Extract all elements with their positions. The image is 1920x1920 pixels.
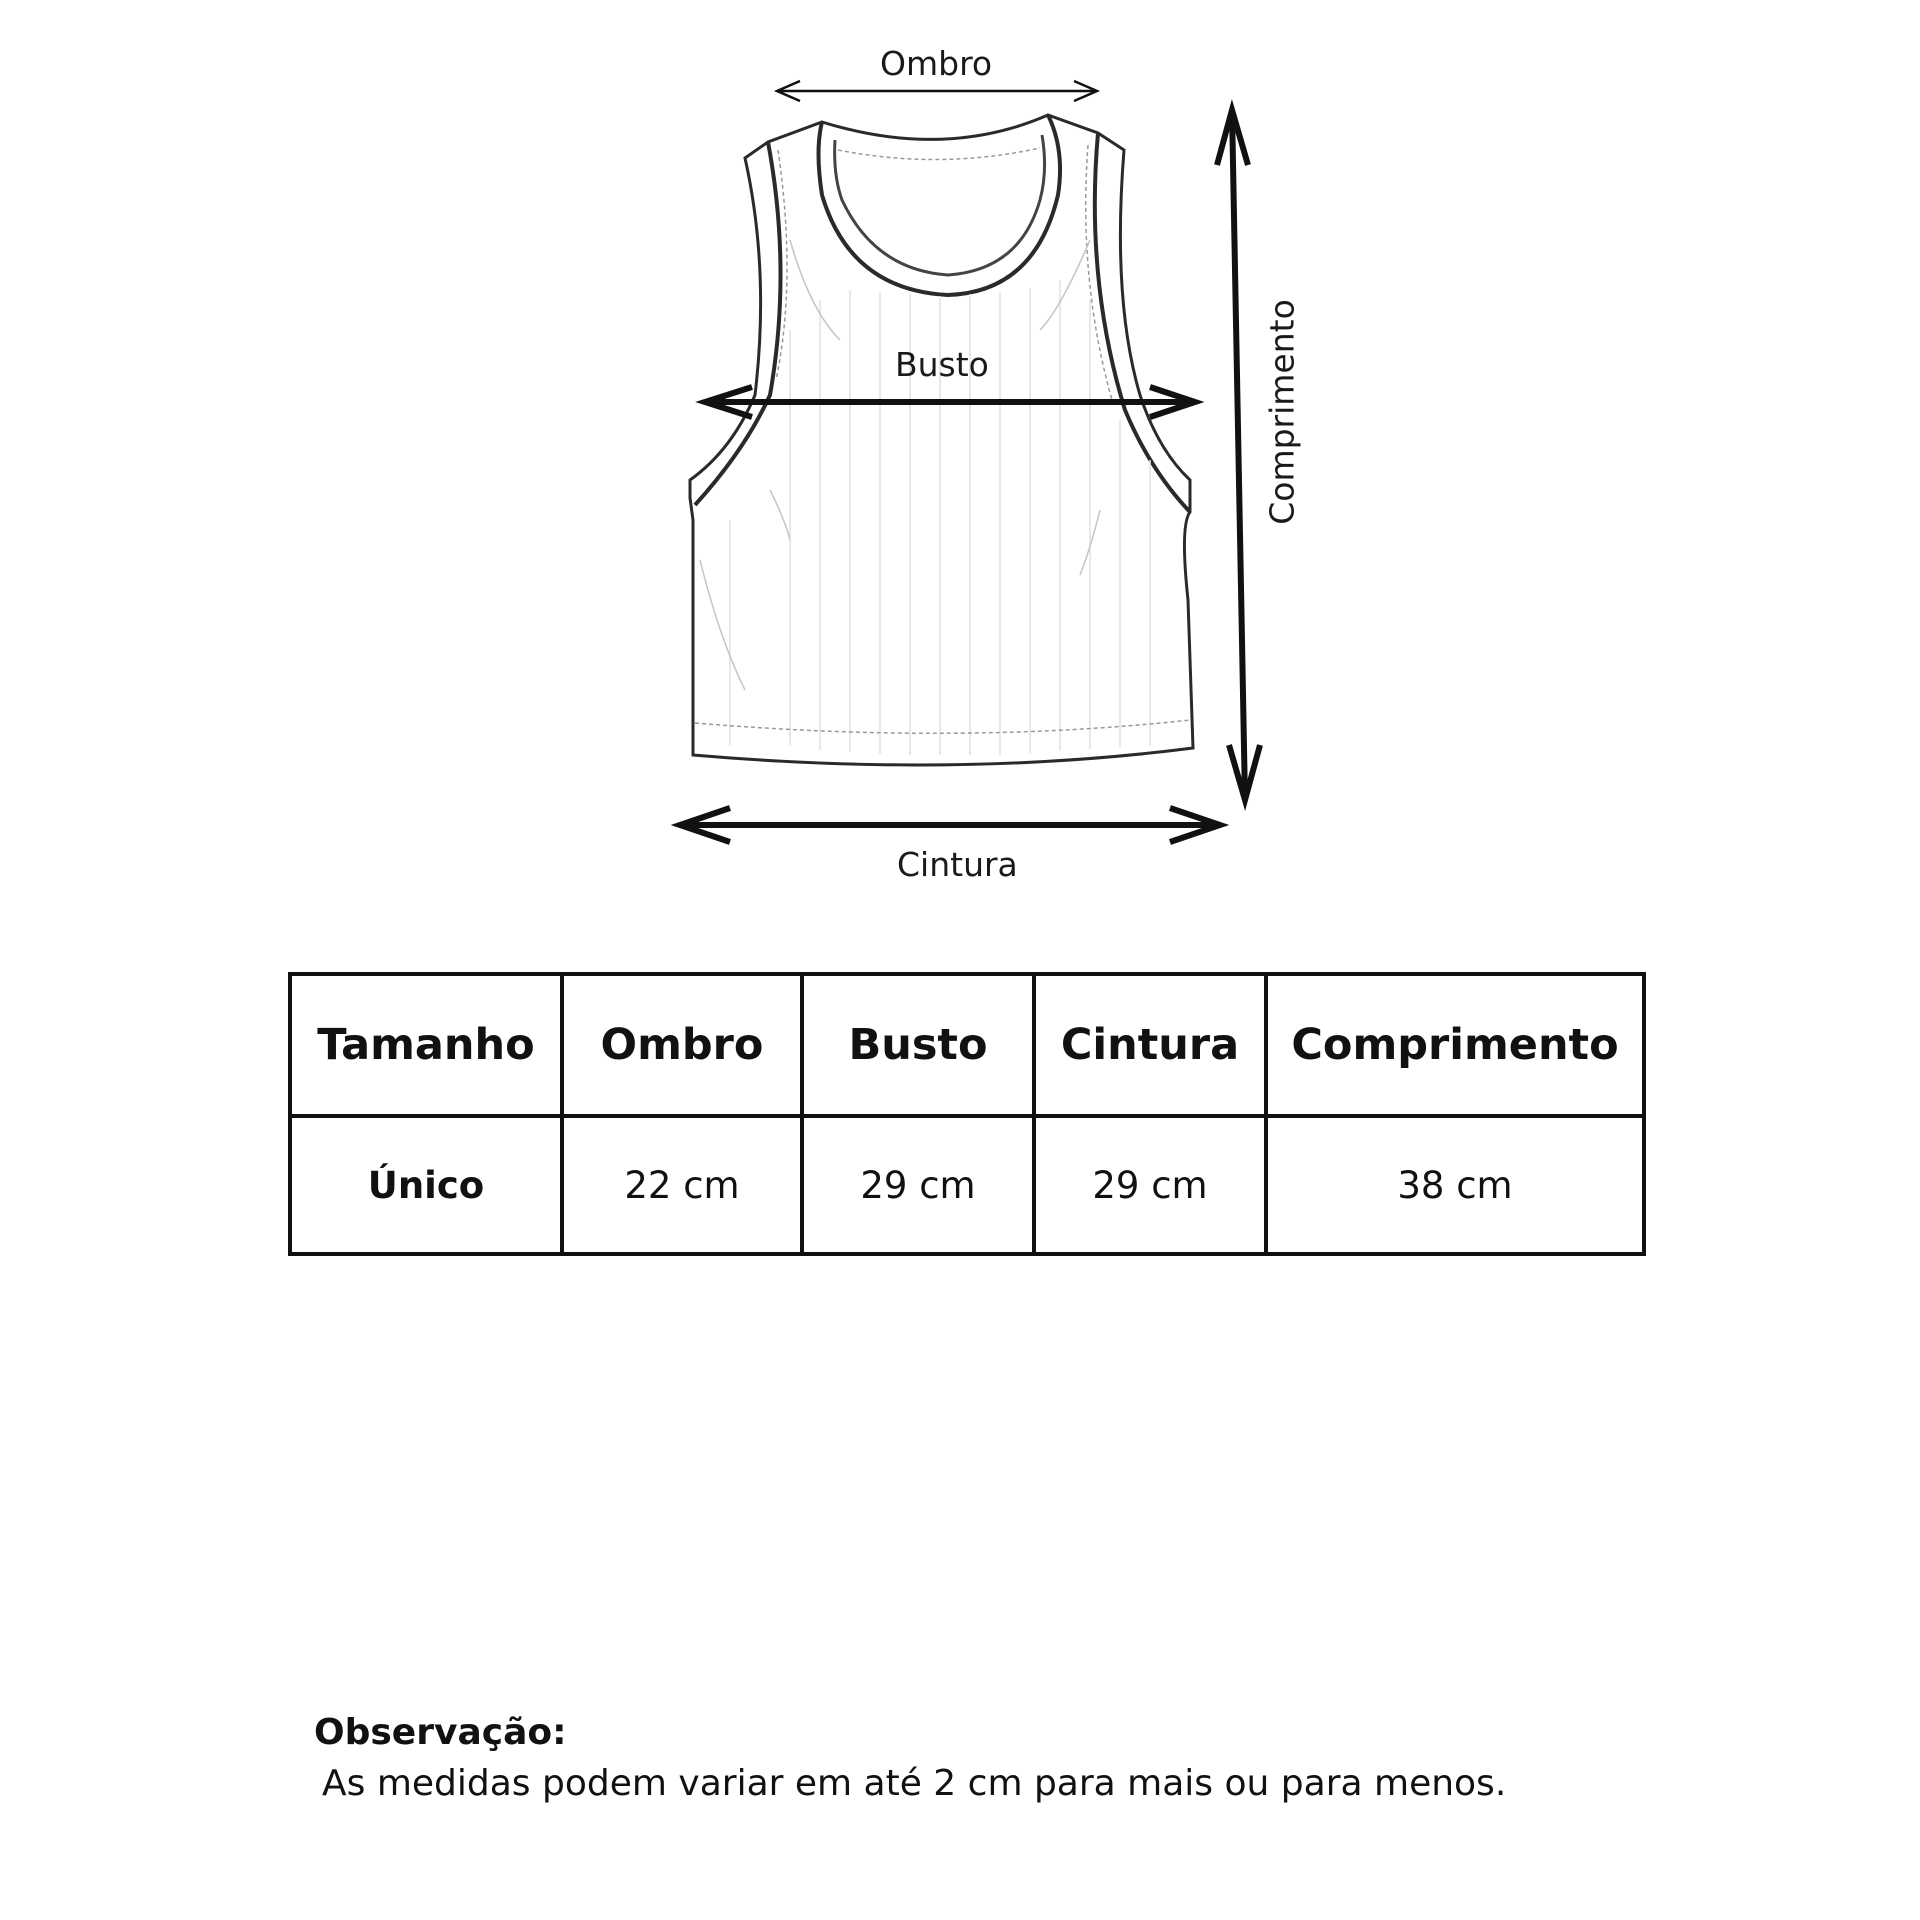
shoulder-arrow — [777, 81, 1097, 101]
cell-length: 38 cm — [1266, 1116, 1644, 1254]
note-text: As medidas podem variar em até 2 cm para mais ou para menos. — [322, 1763, 1507, 1804]
waist-arrow — [680, 808, 1220, 842]
waist-label: Cintura — [897, 845, 1018, 884]
cell-bust: 29 cm — [802, 1116, 1034, 1254]
header-length: Comprimento — [1266, 974, 1644, 1116]
cell-waist: 29 cm — [1034, 1116, 1266, 1254]
cell-shoulder: 22 cm — [562, 1116, 802, 1254]
table-header-row — [290, 974, 1644, 1116]
length-label: Comprimento — [1262, 299, 1302, 525]
size-table — [288, 972, 1646, 1256]
header-size: Tamanho — [290, 974, 562, 1116]
measurement-diagram — [0, 0, 1920, 900]
note-title: Observação: — [314, 1712, 567, 1753]
cell-size: Único — [290, 1116, 562, 1254]
table-row — [290, 1116, 1644, 1254]
length-arrow — [1217, 110, 1260, 800]
bust-label: Busto — [895, 345, 989, 384]
tank-top-outline — [690, 115, 1193, 765]
header-waist: Cintura — [1034, 974, 1266, 1116]
header-shoulder: Ombro — [562, 974, 802, 1116]
tank-top-illustration — [0, 0, 1920, 900]
shoulder-label: Ombro — [880, 44, 993, 83]
header-bust: Busto — [802, 974, 1034, 1116]
